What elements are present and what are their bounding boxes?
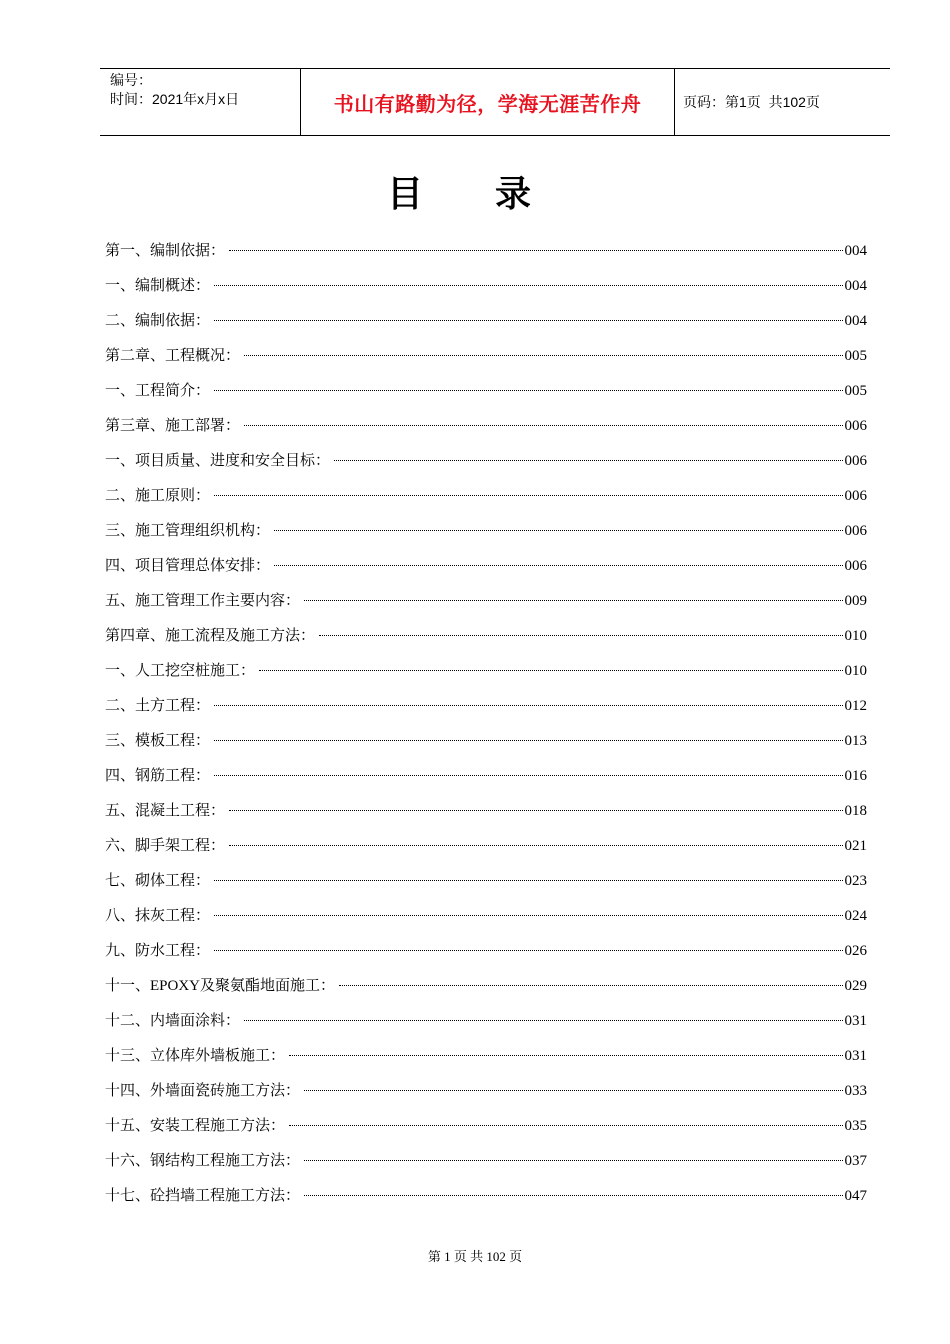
page-title: 目录 bbox=[386, 174, 603, 215]
toc-dot-leader bbox=[244, 1019, 842, 1021]
toc-entry-page: 035 bbox=[844, 1118, 867, 1134]
toc-entry[interactable] bbox=[105, 1148, 867, 1183]
header-meta bbox=[100, 69, 301, 135]
toc-entry[interactable] bbox=[105, 1183, 867, 1218]
toc-entry[interactable] bbox=[105, 448, 867, 483]
toc-entry-page: 037 bbox=[844, 1153, 867, 1169]
toc-entry-page: 004 bbox=[844, 278, 867, 294]
toc-entry-page: 010 bbox=[844, 628, 867, 644]
toc-dot-leader bbox=[244, 424, 842, 426]
toc-entry[interactable] bbox=[105, 273, 867, 308]
toc-entry[interactable] bbox=[105, 903, 867, 938]
toc-dot-leader bbox=[214, 949, 842, 951]
toc-dot-leader bbox=[214, 319, 842, 321]
toc-entry-page: 006 bbox=[844, 488, 867, 504]
toc-dot-leader bbox=[274, 529, 842, 531]
toc-entry-label: 八、抹灰工程： bbox=[105, 908, 211, 924]
toc-entry-label: 一、项目质量、进度和安全目标： bbox=[105, 453, 331, 469]
toc-entry-page: 010 bbox=[844, 663, 867, 679]
toc-dot-leader bbox=[214, 879, 842, 881]
toc-entry-page: 029 bbox=[844, 978, 867, 994]
toc-entry-page: 006 bbox=[844, 453, 867, 469]
toc-entry-page: 016 bbox=[844, 768, 867, 784]
toc-entry-page: 018 bbox=[844, 803, 867, 819]
header-page-info bbox=[675, 69, 890, 135]
toc-entry[interactable] bbox=[105, 623, 867, 658]
toc-entry-label: 二、编制依据： bbox=[105, 313, 211, 329]
toc-entry-label: 十一、EPOXY及聚氨酯地面施工： bbox=[105, 978, 336, 994]
toc-dot-leader bbox=[214, 739, 842, 741]
toc-entry[interactable] bbox=[105, 693, 867, 728]
footer-page-number: 第 1 页 共 102 页 bbox=[427, 1249, 523, 1264]
toc-entry-page: 006 bbox=[844, 558, 867, 574]
toc-entry-page: 024 bbox=[844, 908, 867, 924]
toc-entry-page: 047 bbox=[844, 1188, 867, 1204]
toc-entry[interactable] bbox=[105, 763, 867, 798]
toc-entry[interactable] bbox=[105, 483, 867, 518]
toc-dot-leader bbox=[214, 284, 842, 286]
toc-entry-label: 一、编制概述： bbox=[105, 278, 211, 294]
toc-entry-label: 十五、安装工程施工方法： bbox=[105, 1118, 286, 1134]
toc-entry[interactable] bbox=[105, 1043, 867, 1078]
toc-entry-label: 第三章、施工部署： bbox=[105, 418, 241, 434]
toc-dot-leader bbox=[304, 1089, 842, 1091]
toc-entry-label: 十六、钢结构工程施工方法： bbox=[105, 1153, 301, 1169]
toc-entry-label: 二、土方工程： bbox=[105, 698, 211, 714]
toc-entry-page: 006 bbox=[844, 523, 867, 539]
toc-entry-label: 十二、内墙面涂料： bbox=[105, 1013, 241, 1029]
toc-entry[interactable] bbox=[105, 833, 867, 868]
toc-dot-leader bbox=[214, 494, 842, 496]
toc-entry-page: 005 bbox=[844, 348, 867, 364]
toc-dot-leader bbox=[304, 599, 842, 601]
toc-dot-leader bbox=[214, 774, 842, 776]
toc-entry-label: 四、钢筋工程： bbox=[105, 768, 211, 784]
toc-entry[interactable] bbox=[105, 518, 867, 553]
toc-entry-page: 031 bbox=[844, 1048, 867, 1064]
toc-dot-leader bbox=[244, 354, 842, 356]
document-time-label: 时间：2021年x月x日 bbox=[110, 91, 240, 107]
toc-entry[interactable] bbox=[105, 798, 867, 833]
toc-entry[interactable] bbox=[105, 238, 867, 273]
toc-entry[interactable] bbox=[105, 1008, 867, 1043]
toc-entry[interactable] bbox=[105, 1113, 867, 1148]
table-of-contents bbox=[105, 238, 867, 1218]
toc-dot-leader bbox=[289, 1054, 842, 1056]
toc-entry-label: 二、施工原则： bbox=[105, 488, 211, 504]
toc-dot-leader bbox=[259, 669, 842, 671]
header-motto bbox=[301, 69, 675, 135]
toc-entry[interactable] bbox=[105, 1078, 867, 1113]
toc-entry-page: 023 bbox=[844, 873, 867, 889]
toc-entry-label: 十三、立体库外墙板施工： bbox=[105, 1048, 286, 1064]
toc-dot-leader bbox=[339, 984, 842, 986]
toc-dot-leader bbox=[229, 249, 842, 251]
toc-entry-label: 四、项目管理总体安排： bbox=[105, 558, 271, 574]
toc-entry-label: 第四章、施工流程及施工方法： bbox=[105, 628, 316, 644]
toc-entry-label: 三、施工管理组织机构： bbox=[105, 523, 271, 539]
toc-entry-page: 026 bbox=[844, 943, 867, 959]
page-info-text: 页码：第1页 共102页 bbox=[683, 94, 820, 110]
toc-entry-label: 九、防水工程： bbox=[105, 943, 211, 959]
toc-entry-page: 004 bbox=[844, 243, 867, 259]
toc-dot-leader bbox=[304, 1159, 842, 1161]
page-header bbox=[100, 68, 890, 136]
toc-dot-leader bbox=[214, 704, 842, 706]
toc-entry-page: 033 bbox=[844, 1083, 867, 1099]
toc-entry-label: 五、施工管理工作主要内容： bbox=[105, 593, 301, 609]
toc-entry[interactable] bbox=[105, 868, 867, 903]
toc-dot-leader bbox=[304, 1194, 842, 1196]
toc-entry-label: 十七、砼挡墙工程施工方法： bbox=[105, 1188, 301, 1204]
toc-entry-page: 004 bbox=[844, 313, 867, 329]
toc-entry[interactable] bbox=[105, 658, 867, 693]
toc-entry-page: 013 bbox=[844, 733, 867, 749]
document-number-label: 编号： bbox=[110, 72, 152, 88]
toc-entry[interactable] bbox=[105, 413, 867, 448]
toc-dot-leader bbox=[319, 634, 842, 636]
toc-dot-leader bbox=[229, 844, 842, 846]
toc-entry[interactable] bbox=[105, 378, 867, 413]
toc-entry[interactable] bbox=[105, 343, 867, 378]
toc-entry-label: 五、混凝土工程： bbox=[105, 803, 226, 819]
toc-entry-label: 一、人工挖空桩施工： bbox=[105, 663, 256, 679]
toc-entry[interactable] bbox=[105, 973, 867, 1008]
toc-entry-page: 021 bbox=[844, 838, 867, 854]
toc-entry-page: 012 bbox=[844, 698, 867, 714]
toc-dot-leader bbox=[289, 1124, 842, 1126]
toc-entry[interactable] bbox=[105, 938, 867, 973]
toc-dot-leader bbox=[214, 389, 842, 391]
toc-entry-page: 031 bbox=[844, 1013, 867, 1029]
toc-dot-leader bbox=[334, 459, 842, 461]
toc-entry-page: 005 bbox=[844, 383, 867, 399]
motto-text: 书山有路勤为径，学海无涯苦作舟 bbox=[333, 93, 642, 116]
toc-entry[interactable] bbox=[105, 553, 867, 588]
toc-entry-page: 009 bbox=[844, 593, 867, 609]
toc-entry-label: 七、砌体工程： bbox=[105, 873, 211, 889]
toc-entry-label: 第二章、工程概况： bbox=[105, 348, 241, 364]
toc-dot-leader bbox=[214, 914, 842, 916]
toc-entry-label: 六、脚手架工程： bbox=[105, 838, 226, 854]
toc-entry-page: 006 bbox=[844, 418, 867, 434]
toc-entry-label: 十四、外墙面瓷砖施工方法： bbox=[105, 1083, 301, 1099]
toc-entry[interactable] bbox=[105, 308, 867, 343]
toc-entry-label: 第一、编制依据： bbox=[105, 243, 226, 259]
toc-entry[interactable] bbox=[105, 728, 867, 763]
page-footer bbox=[0, 1246, 950, 1265]
toc-dot-leader bbox=[229, 809, 842, 811]
toc-entry-label: 一、工程简介： bbox=[105, 383, 211, 399]
toc-entry-label: 三、模板工程： bbox=[105, 733, 211, 749]
toc-dot-leader bbox=[274, 564, 842, 566]
toc-entry[interactable] bbox=[105, 588, 867, 623]
